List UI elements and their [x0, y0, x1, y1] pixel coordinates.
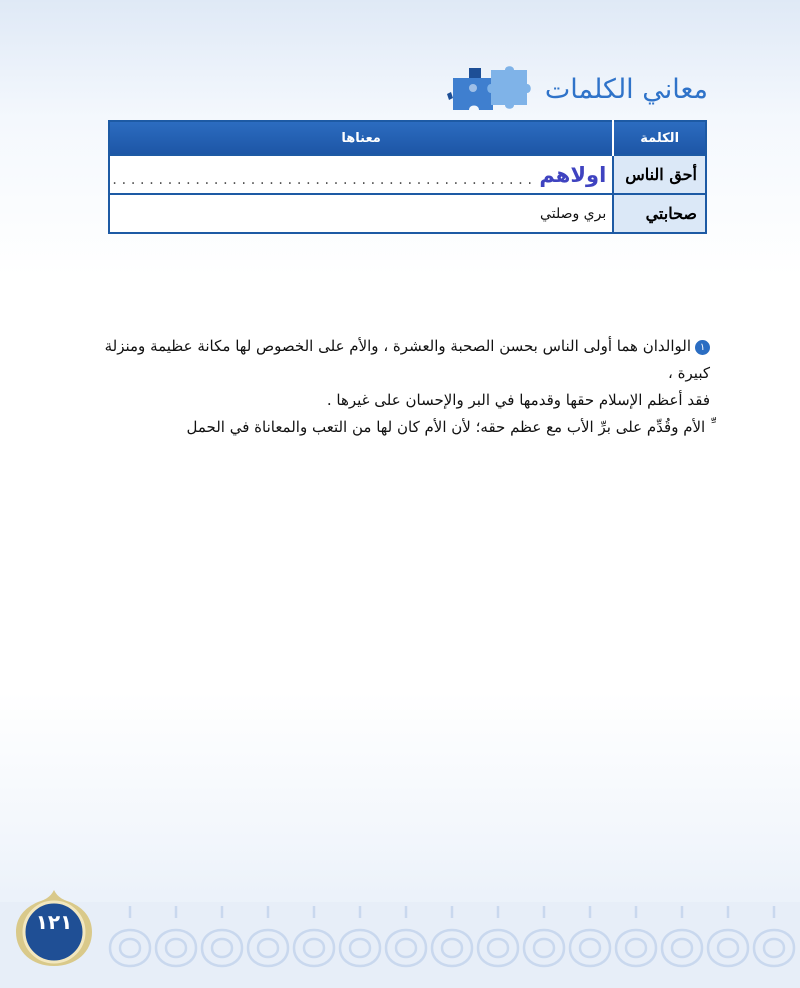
meaning-cell[interactable] [109, 155, 613, 194]
word-cell: صحابتي [613, 194, 706, 233]
lesson-text [70, 333, 710, 441]
item-number-badge: ١ [695, 340, 710, 355]
meaning-cell: بري وصلتي [109, 194, 613, 233]
footer-ornament [0, 888, 800, 988]
table-row [109, 194, 706, 233]
answer-dotted-line: .............................................. [111, 172, 536, 187]
table-header-row [109, 121, 706, 155]
section-header [445, 66, 708, 112]
page-number: ١٢١ [35, 910, 73, 934]
section-title: معاني الكلمات [544, 73, 708, 105]
paragraph-line-1 [70, 333, 710, 387]
word-cell: أحق الناس [613, 155, 706, 194]
header-meaning: معناها [109, 121, 613, 155]
line-1-text: الوالدان هما أولى الناس بحسن الصحبة والعشرة ، والأم على الخصوص لها مكانة عظيمة ومنزلة كبيرة ، [104, 337, 710, 382]
paragraph-line-2: فقد أعظم الإسلام حقها وقدمها في البر والإحسان على غيرها . [326, 391, 710, 409]
header-word: الكلمة [613, 121, 706, 155]
table-row [109, 155, 706, 194]
paragraph-line-3: ِّ الأم وقُدِّم على برِّ الأب مع عظم حقه؛ لأن الأم كان لها من التعب والمعاناة في الحمل [186, 418, 710, 436]
vocabulary-table [108, 120, 707, 234]
answer-text: اولاهم [539, 162, 607, 187]
puzzle-icon [445, 64, 535, 114]
